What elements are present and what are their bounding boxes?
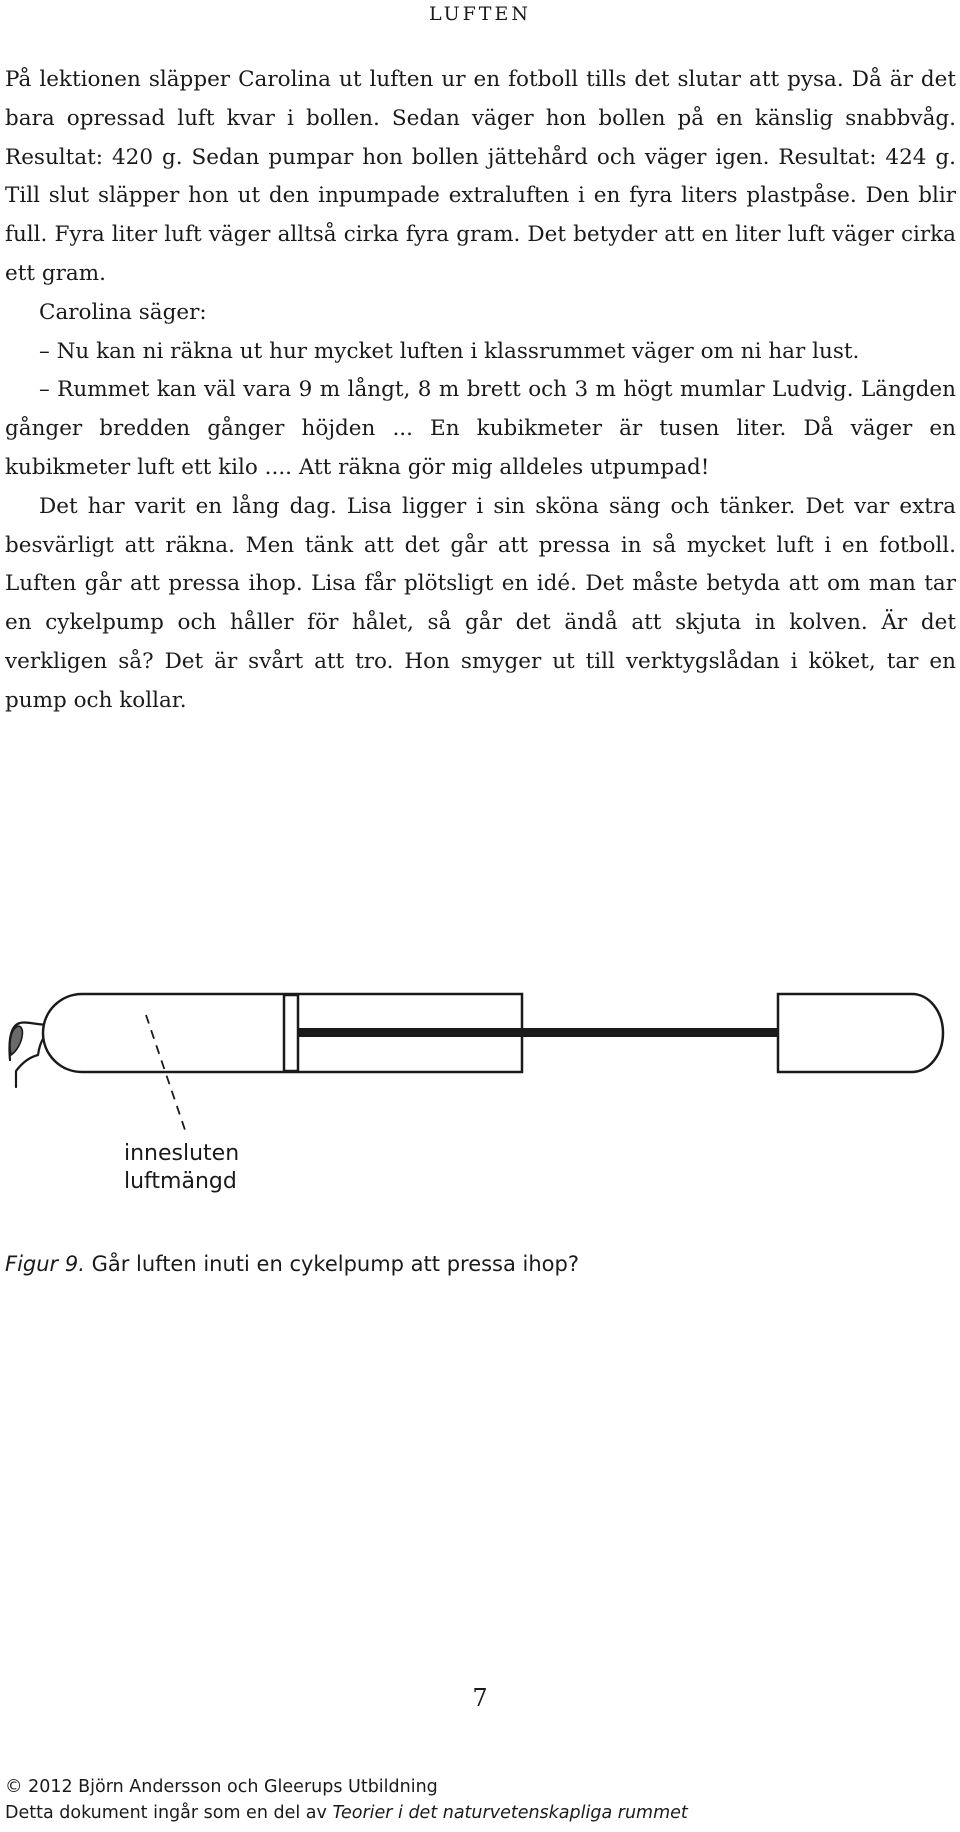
figure-caption-text: Går luften inuti en cykelpump att pressa ihop? <box>84 1252 580 1276</box>
figure-caption <box>5 1250 579 1278</box>
label-line-2: luftmängd <box>124 1169 237 1194</box>
footer-note <box>5 1800 688 1826</box>
paragraph-carolina-quote: – Nu kan ni räkna ut hur mycket luften i klassrummet väger om ni har lust. <box>39 338 860 364</box>
paragraph-carolina-says: Carolina säger: <box>39 299 207 325</box>
paragraph-lisa-idea: Det har varit en lång dag. Lisa ligger i sin sköna säng och tänker. Det var extra besvärligt att räkna. Men tänk att det går att pressa in så mycket luft i en fotboll. Luften går att pressa ihop. Lisa får plötsligt en idé. Det måste betyda att om man tar en cykelpump och håller för hålet, så går det ändå att skjuta in kolven. Är det verkligen så? Det är svårt att tro. Hon smyger ut till verktygslådan i köket, tar en pump och kollar. <box>5 493 956 713</box>
footer-book-title: Teorier i det naturvetenskapliga rummet <box>332 1803 688 1823</box>
body-text <box>5 61 956 721</box>
pump-piston <box>284 995 298 1071</box>
enclosed-air-label <box>124 1140 239 1196</box>
label-line-1: innesluten <box>124 1141 240 1166</box>
bicycle-pump-figure <box>0 975 960 1215</box>
paragraph-ball-experiment: På lektionen släpper Carolina ut luften ur en fotboll tills det slutar att pysa. Då är det bara opressad luft kvar i bollen. Sedan väger hon bollen på en känslig snabbvåg. Resultat: 420 g. Sedan pumpar hon bollen jättehård och väger igen. Resultat: 424 g. Till slut släpper hon ut den inpumpade extraluften i en fyra liters plastpåse. Den blir full. Fyra liter luft väger alltså cirka fyra gram. Det betyder att en liter luft väger cirka ett gram. <box>5 67 956 286</box>
footer-note-prefix: Detta dokument ingår som en del av <box>5 1803 333 1823</box>
pump-handle <box>778 994 943 1072</box>
page-footer <box>5 1774 688 1826</box>
running-header: LUFTEN <box>429 3 531 25</box>
figure-number: Figur 9. <box>5 1252 85 1276</box>
footer-copyright: © 2012 Björn Andersson och Gleerups Utbildning <box>5 1777 438 1797</box>
page-number: 7 <box>472 1684 488 1712</box>
paragraph-ludvig-quote: – Rummet kan väl vara 9 m långt, 8 m brett och 3 m högt mumlar Ludvig. Längden gånger bredden gånger höjden ... En kubikmeter är tusen liter. Då väger en kubikmeter luft ett kilo .... Att räkna gör mig alldeles utpumpad! <box>5 377 956 480</box>
pump-rod <box>298 1028 778 1037</box>
